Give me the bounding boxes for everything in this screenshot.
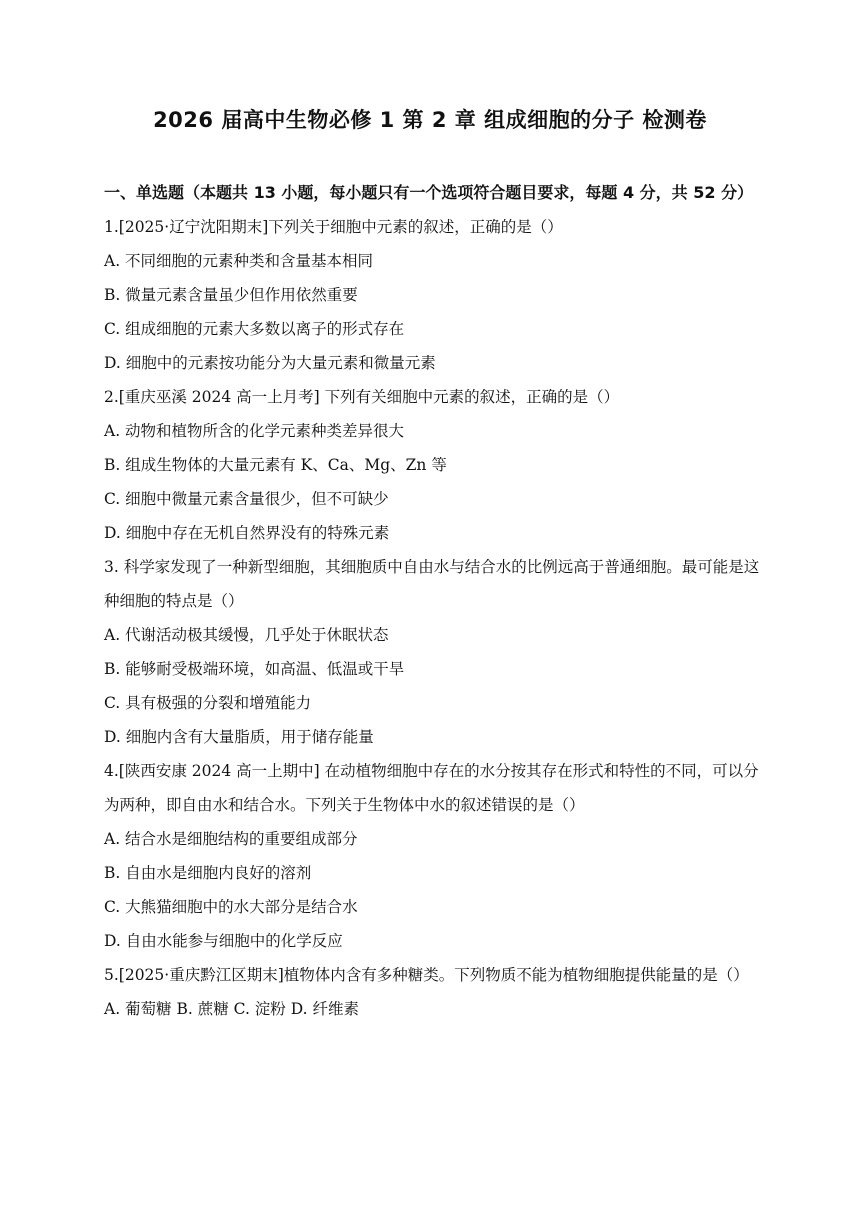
section-heading: 一、单选题（本题共 13 小题，每小题只有一个选项符合题目要求，每题 4 分，共 52 分） (104, 183, 754, 202)
option-a: A. 动物和植物所含的化学元素种类差异很大 (104, 422, 405, 440)
option-b: B. 能够耐受极端环境，如高温、低温或干旱 (104, 660, 405, 678)
question-4 (104, 754, 764, 958)
question-stem: 3. 科学家发现了一种新型细胞，其细胞质中自由水与结合水的比例远高于普通细胞。最可能是这种细胞的特点是（） (104, 558, 760, 610)
option-b: B. 组成生物体的大量元素有 K、Ca、Mg、Zn 等 (104, 456, 447, 474)
question-stem: 4.[陕西安康 2024 高一上期中] 在动植物细胞中存在的水分按其存在形式和特性的不同，可以分为两种，即自由水和结合水。下列关于生物体中水的叙述错误的是（） (104, 762, 759, 814)
option-d: D. 细胞中的元素按功能分为大量元素和微量元素 (104, 354, 436, 372)
option-c: C. 细胞中微量元素含量很少，但不可缺少 (104, 490, 389, 508)
question-stem: 2.[重庆巫溪 2024 高一上月考] 下列有关细胞中元素的叙述，正确的是（） (104, 388, 620, 406)
option-d: D. 自由水能参与细胞中的化学反应 (104, 932, 343, 950)
option-c: C. 大熊猫细胞中的水大部分是结合水 (104, 898, 358, 916)
question-3 (104, 550, 764, 754)
option-b: B. 微量元素含量虽少但作用依然重要 (104, 286, 358, 304)
option-a: A. 不同细胞的元素种类和含量基本相同 (104, 252, 374, 270)
question-stem: 1.[2025·辽宁沈阳期末]下列关于细胞中元素的叙述，正确的是（） (104, 218, 563, 236)
question-1 (104, 210, 764, 380)
question-stem: 5.[2025·重庆黔江区期末]植物体内含有多种糖类。下列物质不能为植物细胞提供能量的是（） (104, 966, 749, 984)
option-d: D. 细胞内含有大量脂质，用于储存能量 (104, 728, 374, 746)
option-d: D. 细胞中存在无机自然界没有的特殊元素 (104, 524, 390, 542)
option-a: A. 代谢活动极其缓慢，几乎处于休眠状态 (104, 626, 389, 644)
document-content (104, 176, 764, 1026)
options-inline: A. 葡萄糖 B. 蔗糖 C. 淀粉 D. 纤维素 (104, 1000, 359, 1018)
question-2 (104, 380, 764, 550)
option-a: A. 结合水是细胞结构的重要组成部分 (104, 830, 358, 848)
question-5 (104, 958, 764, 1026)
option-c: C. 组成细胞的元素大多数以离子的形式存在 (104, 320, 405, 338)
option-b: B. 自由水是细胞内良好的溶剂 (104, 864, 312, 882)
document-title: 2026 届高中生物必修 1 第 2 章 组成细胞的分子 检测卷 (153, 108, 707, 132)
option-c: C. 具有极强的分裂和增殖能力 (104, 694, 312, 712)
